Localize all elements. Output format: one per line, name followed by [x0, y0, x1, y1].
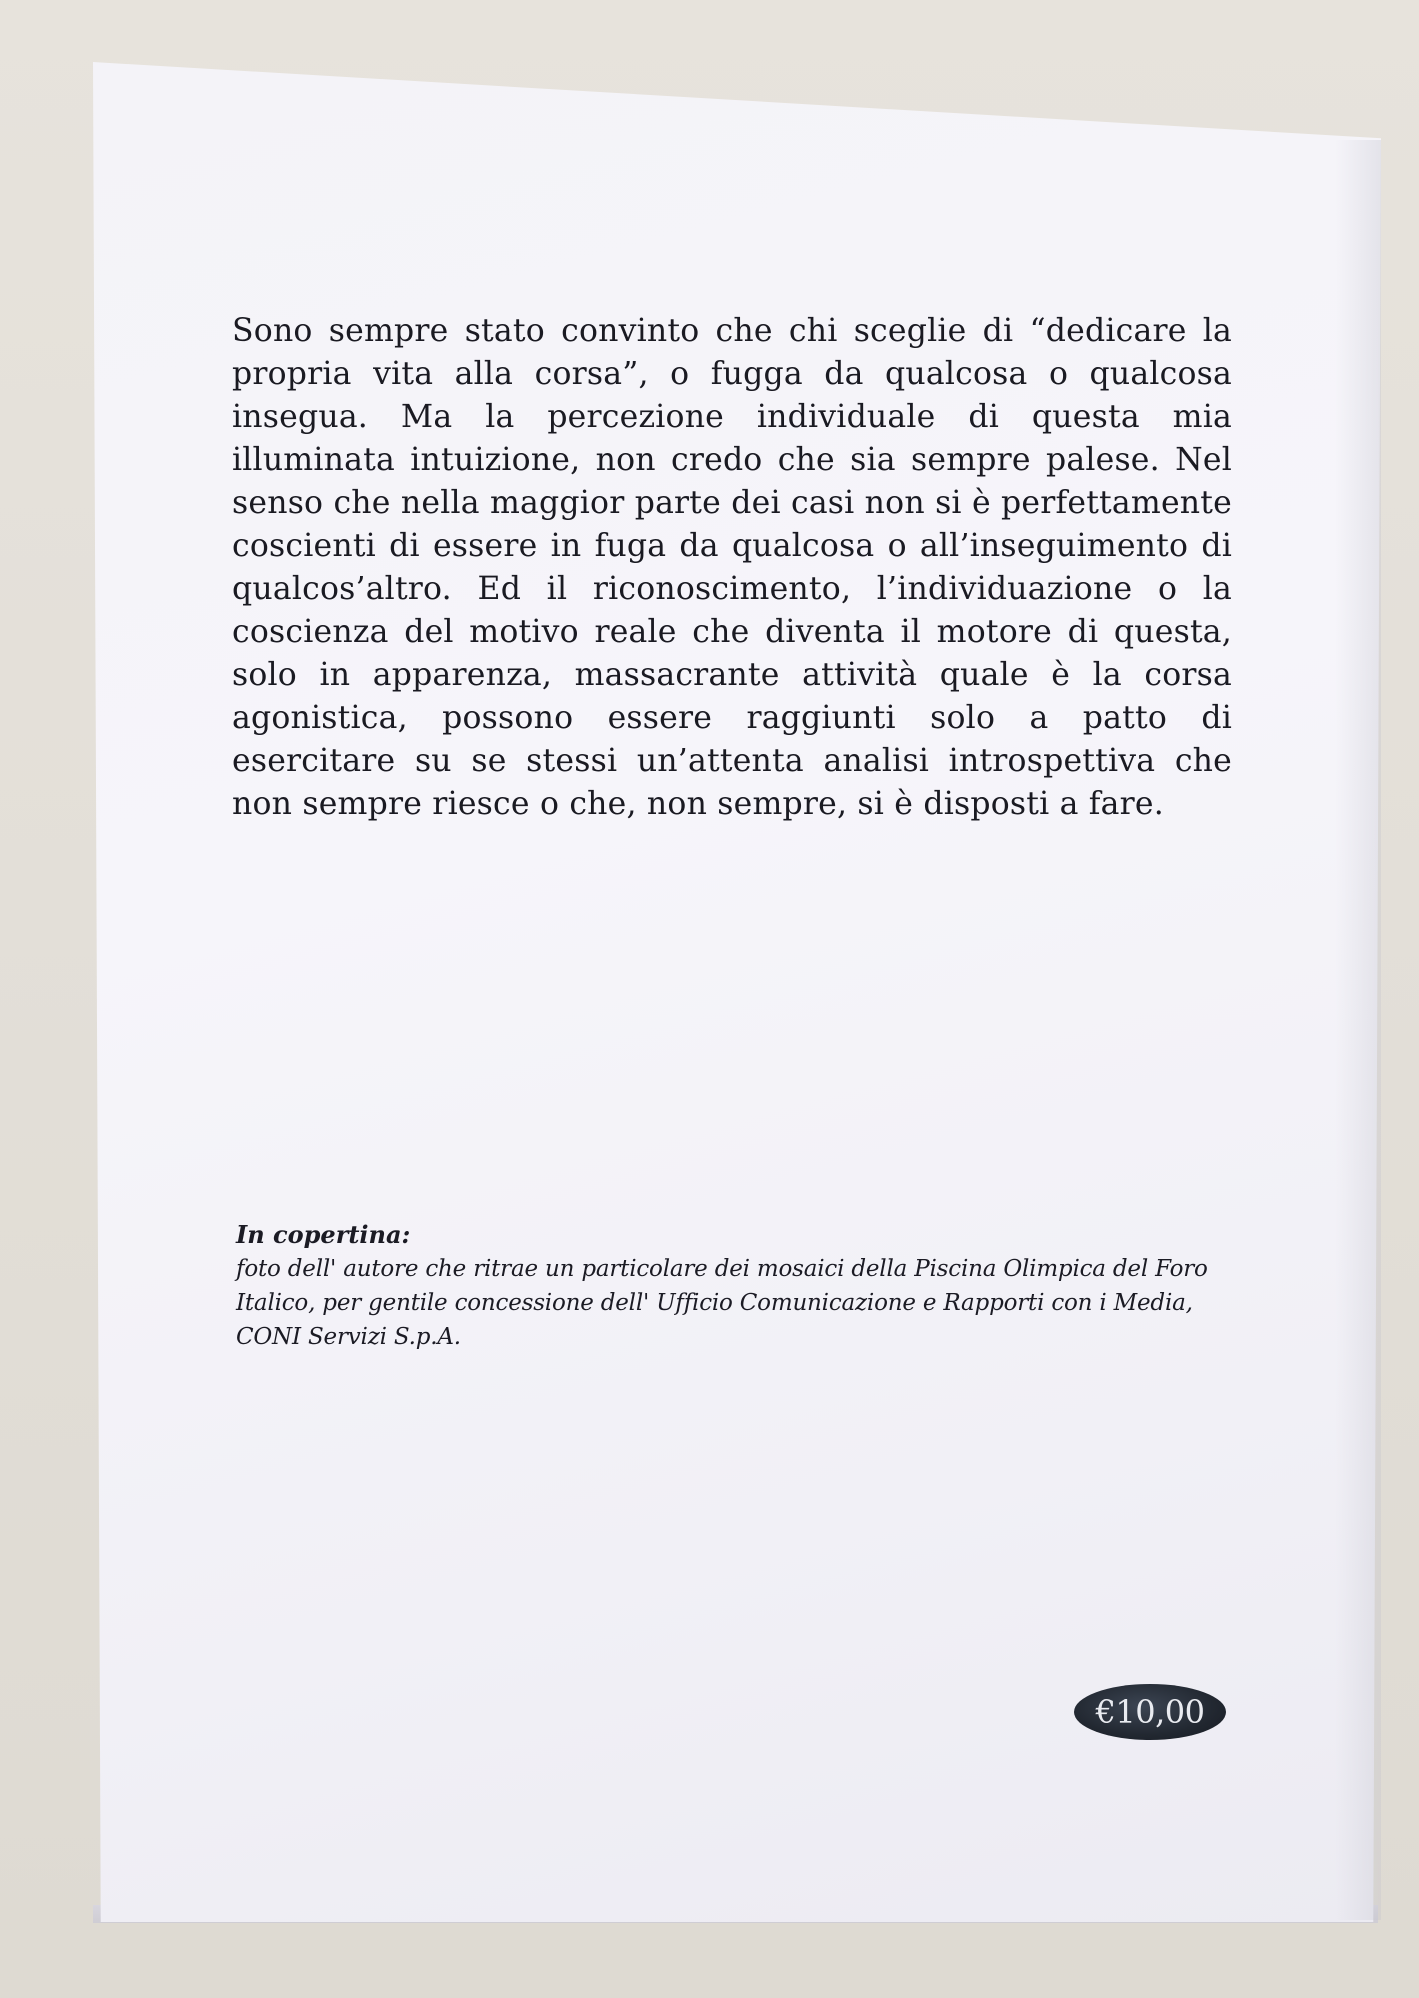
- back-cover-blurb: [232, 310, 1232, 826]
- cover-credit-title: In copertina:: [236, 1220, 411, 1249]
- cover-edge-shadow: [1335, 140, 1381, 1920]
- cover-credit-text: foto dell' autore che ritrae un particolare dei mosaici della Piscina Olimpica del Foro Italico, per gentile concessione dell' Ufficio Comunicazione e Rapporti con i Media, CONI Servizi S.p.A.: [236, 1256, 1208, 1350]
- price-badge: €10,00: [1074, 1684, 1226, 1740]
- cover-credits: [236, 1218, 1236, 1354]
- blurb-paragraph: Sono sempre stato convinto che chi sceglie di “dedicare la propria vita alla corsa”, o fugga da qualcosa o qualcosa insegua. Ma la percezione individuale di questa mia illuminata intuizione, non credo che sia sempre palese. Nel senso che nella maggior parte dei casi non si è perfettamente coscienti di essere in fuga da qualcosa o all’inseguimento di qualcos’altro. Ed il riconoscimento, l’individuazione o la coscienza del motivo reale che diventa il motore di questa, solo in apparenza, massacrante attività quale è la corsa agonistica, possono essere raggiunti solo a patto di esercitare su se stessi un’attenta analisi introspettiva che non sempre riesce o che, non sempre, si è disposti a fare.: [232, 313, 1232, 822]
